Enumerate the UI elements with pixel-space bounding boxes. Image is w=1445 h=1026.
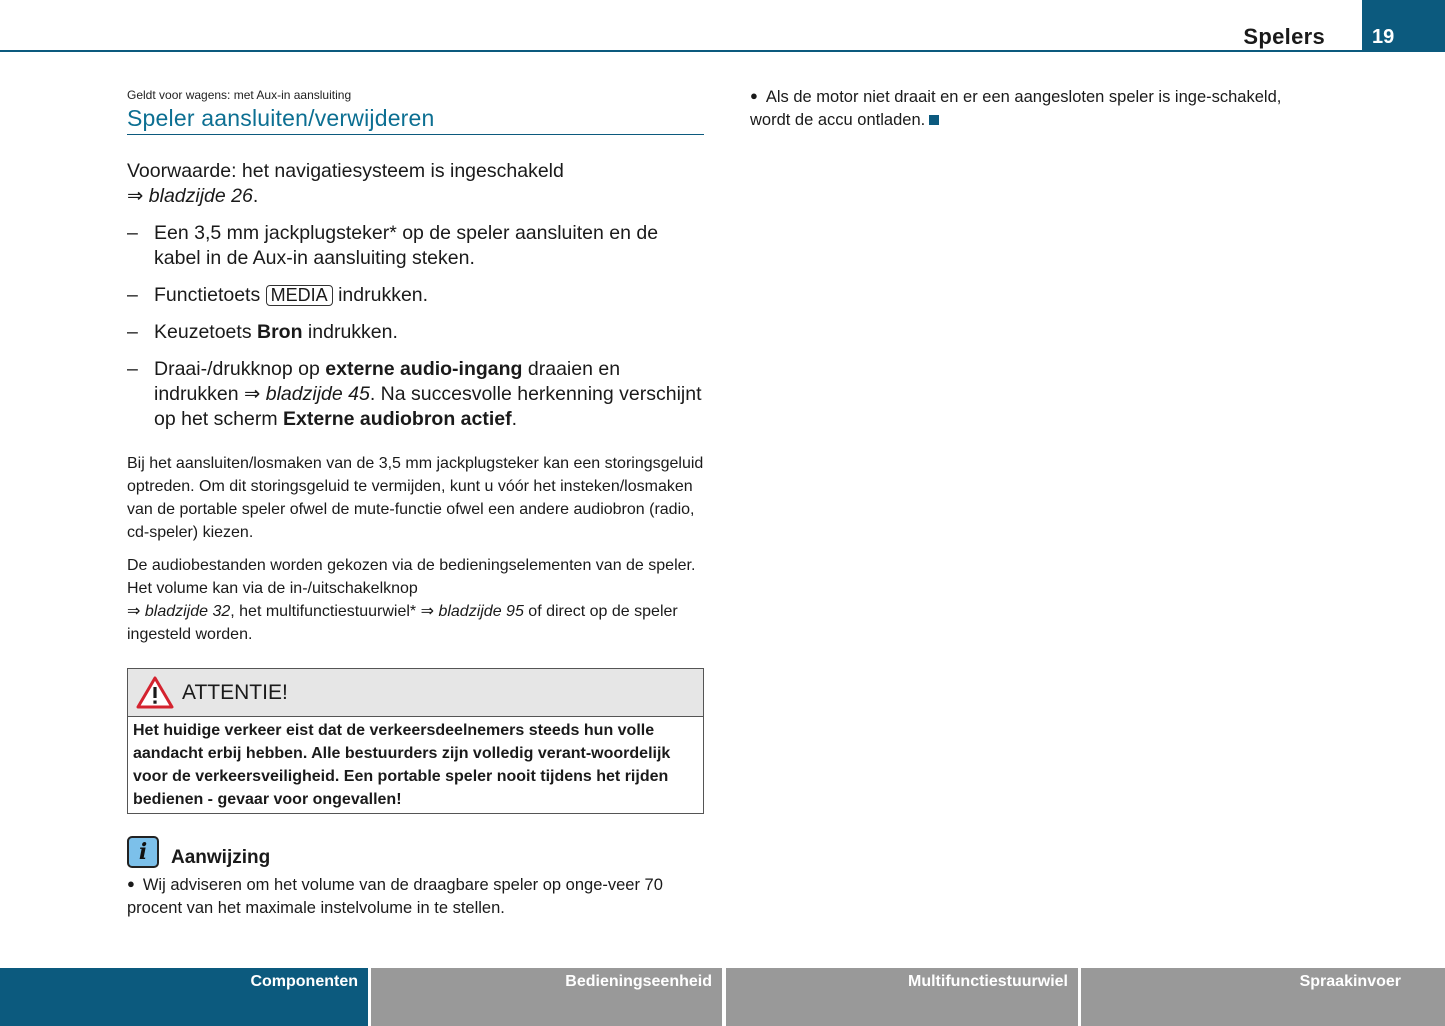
precondition-text: Voorwaarde: het navigatiesysteem is ingeschakeld [127,160,564,182]
warning-label: ATTENTIE! [182,680,288,704]
step-dash: – [127,321,138,343]
paragraph-1: Bij het aansluiten/losmaken van de 3,5 mm jackplugsteker kan een storingsgeluid optreden. Om dit storingsgeluid te vermijden, kunt u vóór het insteken/losmaken van de portable speler ofwel de mute-functie ofwel een andere audiobron (radio, cd-speler) kiezen. [127,455,704,541]
header-rule [0,50,1362,52]
precondition [127,159,704,209]
note-header [127,836,704,868]
media-key: MEDIA [266,285,333,306]
applies-to-note: Geldt voor wagens: met Aux-in aansluiting [127,88,352,102]
step-text: draaien en indrukken [154,358,621,405]
footer-tab-spraakinvoer[interactable]: Spraakinvoer [1081,968,1445,1026]
arrow: ⇒ [127,603,141,620]
note-label: Aanwijzing [171,847,271,868]
step-4 [127,357,704,432]
right-text: Als de motor niet draait en er een aangesloten speler is inge-schakeld, wordt de accu ontladen. [750,88,1282,129]
step-dash: – [127,358,138,380]
page-reference[interactable]: bladzijde 32 [144,603,231,620]
para-text: of direct op de speler ingesteld worden. [127,603,678,643]
right-column [750,86,1320,132]
footer-nav [0,968,1445,1026]
step-2 [127,283,704,308]
warning-header [128,669,703,717]
warning-box [127,668,704,814]
step-end: . [511,408,518,430]
step-bold: Bron [257,321,303,343]
arrow: ⇒ [127,185,144,207]
step-text: Draai-/drukknop op [154,358,320,380]
step-text: Functietoets [154,284,261,306]
arrow: ⇒ [420,603,434,620]
note-item [127,874,704,920]
end-marker-icon [929,115,939,125]
step-bold: externe audio-ingang [325,358,523,380]
step-text: indrukken. [307,321,398,343]
section-title: Speler aansluiten/verwijderen [127,105,704,135]
precondition-end: . [252,185,259,207]
para-text: , het multifunctiestuurwiel* [230,603,417,620]
footer-tab-bedieningseenheid[interactable]: Bedieningseenheid [371,968,722,1026]
chapter-title: Spelers [1243,24,1325,49]
paragraph-2 [127,554,704,646]
step-text: . Na succesvolle herkenning verschijnt op het scherm [154,383,702,430]
step-dash: – [127,284,138,306]
arrow: ⇒ [243,383,261,405]
step-3 [127,320,704,345]
step-text: Keuzetoets [154,321,252,343]
bullet-icon: ● [127,876,135,891]
para-text: De audiobestanden worden gekozen via de bedieningselementen van de speler. Het volume kan via de in-/uitschakelknop [127,557,696,597]
page-reference[interactable]: bladzijde 45 [265,383,370,405]
step-bold: Externe audiobron actief [282,408,512,430]
step-text: Een 3,5 mm jackplugsteker* op de speler aansluiten en de kabel in de Aux-in aansluiting steken. [154,222,659,269]
page-reference[interactable]: bladzijde 95 [438,603,524,620]
step-text: indrukken. [338,284,429,306]
page-reference[interactable]: bladzijde 26 [148,185,253,207]
note-text: Wij adviseren om het volume van de draagbare speler op onge-veer 70 procent van het maximale instelvolume in te stellen. [127,876,663,917]
step-1 [127,221,704,271]
step-dash: – [127,222,138,244]
warning-triangle-icon [136,676,174,709]
left-column [127,88,704,920]
page-number: 19 [1362,0,1445,52]
right-bullet-item [750,86,1320,132]
footer-tab-multifunctiestuurwiel[interactable]: Multifunctiestuurwiel [726,968,1078,1026]
info-icon: i [127,836,159,868]
warning-text: Het huidige verkeer eist dat de verkeersdeelnemers steeds hun volle aandacht erbij hebben. Alle bestuurders zijn volledig verant-woordelijk voor de verkeersveiligheid. Een portable speler nooit tijdens het rijden bedienen - gevaar voor ongevallen! [133,722,671,808]
bullet-icon: ● [750,88,758,103]
footer-tab-componenten[interactable]: Componenten [0,968,368,1026]
